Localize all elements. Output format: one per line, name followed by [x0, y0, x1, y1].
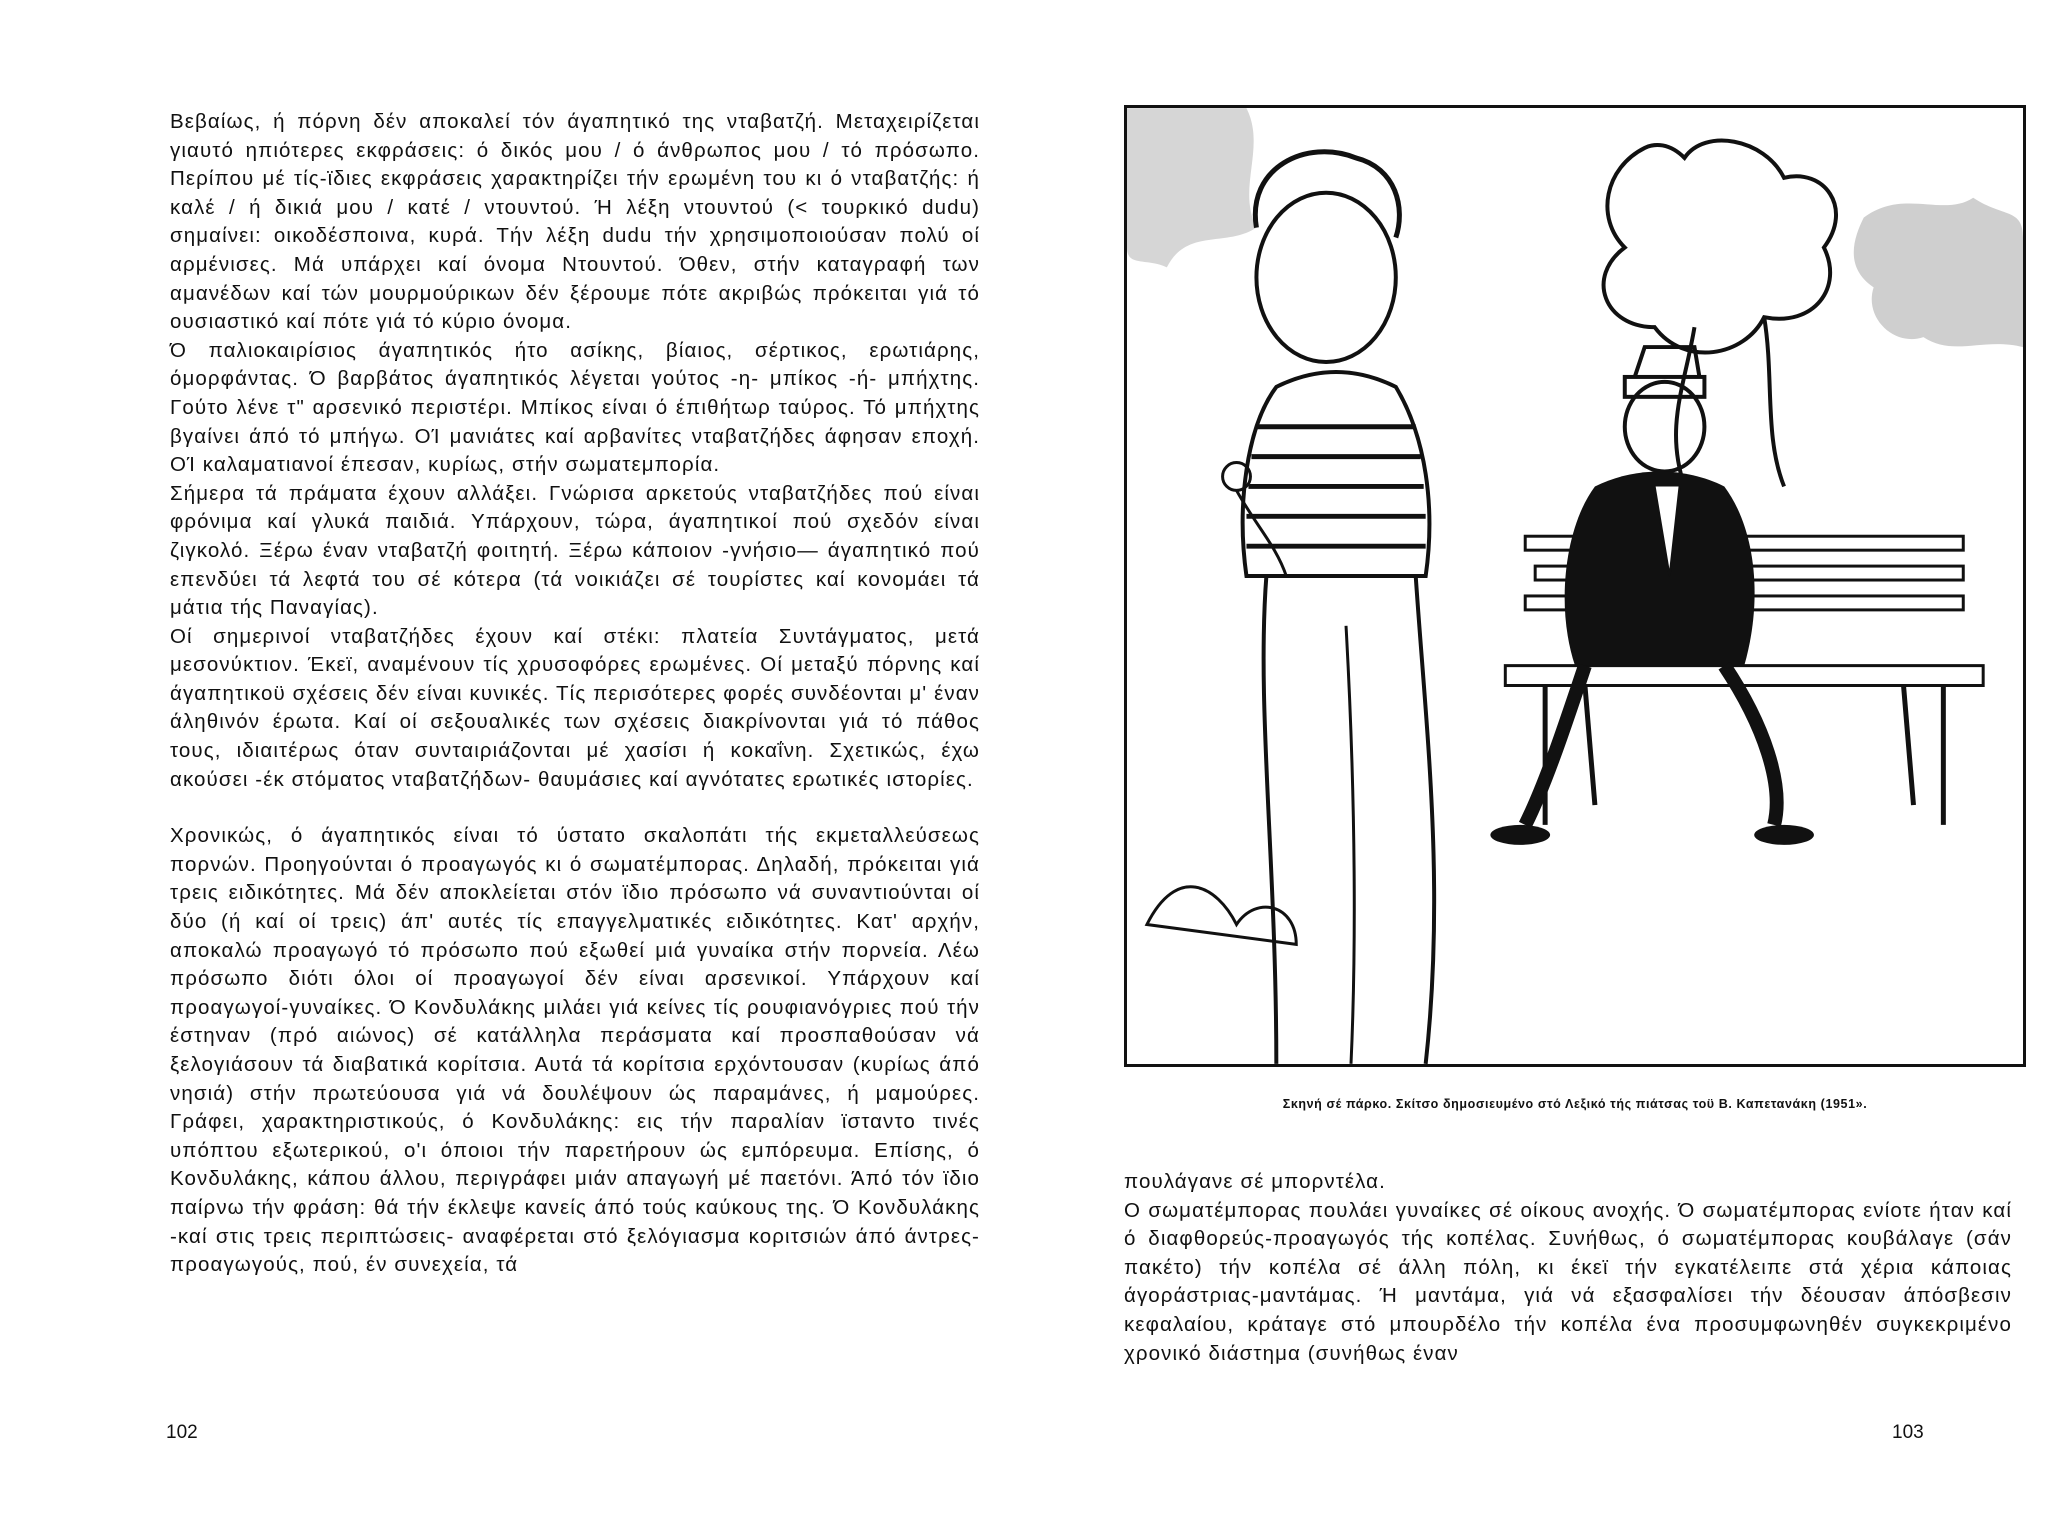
page-number: 103 — [1892, 1422, 1924, 1443]
park-sketch-illustration — [1124, 105, 2026, 1067]
paragraph: Βεβαίως, ή πόρνη δέν αποκαλεί τόν άγαπητικό της νταβατζή. Μεταχειρίζεται γιαυτό ηπιότερες εκφράσεις: ό δικός μου / ό άνθρωπος μου / τό πρόσωπο. Περίπου μέ τίς-ϊδιες εκφράσεις χαρακτηρίζει τήν ερωμένη του κι ό νταβατζής: ή καλέ / ή δικιά μου / κατέ / ντουντού. Ή λέξη ντουντού (< τουρκικό dudu) σημαίνει: οικοδέσποινα, κυρά. Τήν λέξη dudu τήν χρησιμοποιούσαν πολύ οί αρμένισες. Μά υπάρχει καί όνομα Ντουντού. Όθεν, στήν καταγραφή των αμανέδων καί τών μουρμούρικων δέν ξέρουμε πότε ακριβώς πρόκειται γιά τό ουσιαστικό καί πότε γιά τό κύριο όνομα. — [170, 110, 980, 334]
paragraph: Χρονικώς, ό άγαπητικός είναι τό ύστατο σκαλοπάτι τής εκμεταλλεύσεως πορνών. Προηγούνται ό προαγωγός κι ό σωματέμπορας. Δηλαδή, πρόκειται γιά τρεις ειδικότητες. Μά δέν αποκλείεται στόν ϊδιο πρόσωπο νά συναντιούνται οί δύο (ή καί οί τρεις) άπ' αυτές τίς επαγγελματικές ειδικότητες. Κατ' αρχήν, αποκαλώ προαγωγό τό πρόσωπο πού εξωθεί μιά γυναίκα στήν πορνεία. Λέω πρόσωπο διότι όλοι οί προαγωγοί δέν είναι αρσενικοί. Υπάρχουν καί προαγωγοί-γυναίκες. Ό Κονδυλάκης μιλάει γιά κείνες τίς ρουφιανόγριες πού τήν έστηναν (πρό αιώνος) σέ κατάλληλα περάσματα καί προσπαθούσαν νά ξελογιάσουν τά διαβατικά κορίτσια. Αυτά τά κορίτσια ερχόντουσαν (κυρίως άπό νησιά) στήν πρωτεύουσα γιά νά δουλέψουν ώς παραμάνες, ή μαμούρες. Γράφει, χαρακτηριστικούς, ό Κονδυλάκης: εις τήν παραλίαν ϊσταντο τινές υπόπτου εξωτερικού, ο'ι όποιοι τήν παρετήρουν ώς εμπόρευμα. Επίσης, ό Κονδυλάκης, κάπου άλλου, περιγράφει μιάν απαγωγή μέ παετόνι. Άπό τόν ϊδιο παίρνω τήν φράση: θά τήν έκλεψε κανείς άπό τούς καύκους της. Ό Κονδυλάκης -καί στις τρεις περιπτώσεις- αναφέρεται στό ξελόγιασμα κοριτσιών άπό άντρες-προαγωγούς, πού, έν συνεχεία, τά — [170, 824, 980, 1277]
page-number: 102 — [166, 1422, 198, 1443]
paragraph: Ό παλιοκαιρίσιος άγαπητικός ήτο ασίκης, βίαιος, σέρτικος, ερωτιάρης, όμορφάντας. Ό βαρβάτος άγαπητικός λέγεται γούτος -η- μπίκος -ή- μπήχτης. Γούτο λένε τ" αρσενικό περιστέρι. Μπίκος είναι ό έπιθήτωρ ταύρος. Τό μπήχτης βγαίνει άπό τό μπήγω. ΟΊ μανιάτες καί αρβανίτες νταβατζήδες άφησαν εποχή. ΟΊ καλαματιανοί έπεσαν, κυρίως, στήν σωματεμπορία. — [170, 338, 980, 477]
paragraph: Ο σωματέμπορας πουλάει γυναίκες σέ οίκους ανοχής. Ό σωματέμπορας ενίοτε ήταν καί ό διαφθορεύς-προαγωγός τής κοπέλας. Συνήθως, ό σωματέμπορας κουβάλαγε (σάν πακέτο) τήν κοπέλα σέ άλλη πόλη, κι έκεϊ τήν εγκατέλειπε στά χέρια κάποιας άγοράστριας-μαντάμας. Ή μαντάμα, γιά νά εξασφαλίσει τήν δέουσαν άπόσβεσιν κεφαλαίου, κράταγε στό μπουρδέλο τήν κοπέλα ένα προσυμφωνηθέν συγκεκριμένο χρονικό διάστημα (συνήθως έναν — [1124, 1198, 2012, 1365]
paragraph: Σήμερα τά πράματα έχουν αλλάξει. Γνώρισα αρκετούς νταβατζήδες πού είναι φρόνιμα καί γλυκά παιδιά. Υπάρχουν, τώρα, άγαπητικοί πού σχεδόν είναι ζιγκολό. Ξέρω έναν νταβατζή φοιτητή. Ξέρω κάποιον -γνήσιο— άγαπητικό πού επενδύει τά λεφτά του σέ κότερα (τά νοικιάζει σέ τουρίστες καί κονομάει τά μάτια τής Παναγίας). — [170, 481, 980, 620]
sketch-drawing — [1127, 108, 2023, 1064]
figure-caption: Σκηνή σέ πάρκο. Σκίτσο δημοσιευμένο στό Λεξικό τής πιάτσας τοϋ Β. Καπετανάκη (1951». — [1282, 1097, 1868, 1111]
right-page — [1024, 0, 2048, 1523]
paragraph: πουλάγανε σέ μπορντέλα. — [1124, 1170, 1386, 1193]
right-text-column — [1124, 1168, 2012, 1368]
left-text-column — [170, 108, 980, 1280]
paragraph: Οί σημερινοί νταβατζήδες έχουν καί στέκι: πλατεία Συντάγματος, μετά μεσονύκτιον. Έκεϊ, αναμένουν τίς χρυσοφόρες ερωμένες. Οί μεταξύ πόρνης καί άγαπητικοϋ σχέσεις δέν είναι κυνικές. Τίς περισότερες φορές συνδέονται μ' έναν άληθινόν έρωτα. Καί οί σεξουαλικές των σχέσεις διακρίνονται γιά τό πάθος τους, ιδιαιτέρως όταν συνταιριάζονται μέ χασίσι ή κοκαΐνη. Σχετικώς, έχω ακούσει -έκ στόματος νταβατζήδων- θαυμάσιες καί αγνότατες ερωτικές ιστορίες. — [170, 624, 980, 791]
